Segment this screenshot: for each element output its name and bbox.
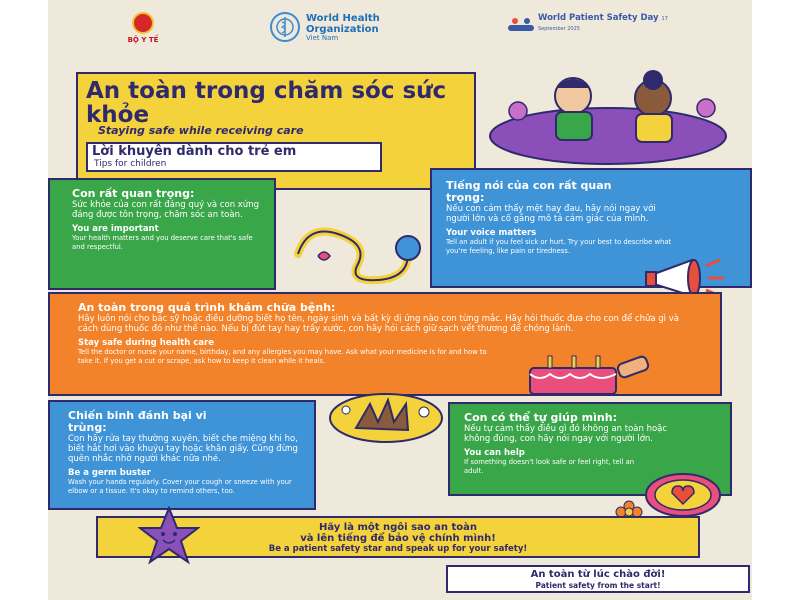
who-logo (270, 12, 440, 44)
important-heading-en: You are important (72, 224, 159, 234)
wpsd-logo (508, 13, 678, 45)
tips-subheading: Tips for children (94, 159, 167, 169)
help-body-vi: Nếu tự cảm thấy điều gì đó không an toàn hoặc không đúng, con hãy nói ngay với người lớn. (464, 424, 668, 444)
moh-label: BỘ Y TẾ (127, 36, 159, 44)
important-body-vi: Sức khỏe của con rất đáng quý và con xứng đáng được tôn trọng, chăm sóc an toàn. (72, 200, 259, 220)
section-germs (48, 400, 316, 510)
who-emblem-icon (270, 12, 300, 42)
wpsd-name (538, 14, 678, 34)
who-name: World Health Organization (306, 13, 380, 35)
wpsd-logo-icon (508, 17, 534, 35)
voice-heading-vi: Tiếng nói của con rất quan trọng: (446, 179, 612, 204)
wpsd-name-text: World Patient Safety Day (538, 13, 659, 23)
tips-heading: Lời khuyên dành cho trẻ em (92, 144, 297, 159)
checkup-heading-vi: An toàn trong quá trình khám chữa bệnh: (78, 301, 336, 314)
voice-body-vi: Nếu con cảm thấy mệt hay đau, hãy nói ngay với người lớn và cố gắng mô tả cảm giác của mình. (446, 204, 656, 224)
moh-emblem-icon (132, 12, 154, 34)
germs-heading-en: Be a germ buster (68, 468, 151, 478)
poster (48, 0, 752, 600)
voice-body-en: Tell an adult if you feel sick or hurt. Try your best to describe what you're feeling, like pain or tiredness. (446, 238, 672, 255)
start-line-vi: An toàn từ lúc chào đời! (530, 569, 666, 580)
help-heading-en: You can help (464, 448, 525, 458)
birthday-cake-icon (522, 350, 652, 396)
page-title: An toàn trong chăm sóc sức khỏe (86, 78, 447, 128)
who-country: Viet Nam (306, 34, 339, 42)
germs-body-vi: Con hãy rửa tay thường xuyên, biết che miệng khi ho, biết hắt hơi vào khuỷu tay hoặc khăn giấy. Cũng đừng quên nhắc nhở người khác nữa nhé. (68, 434, 298, 464)
help-heading-vi: Con có thể tự giúp mình: (464, 411, 617, 424)
important-body-en: Your health matters and you deserve care that's safe and respectful. (72, 234, 253, 251)
start-box (446, 565, 750, 593)
wpsd-date: 17 September 2025 (538, 16, 668, 32)
logo-row (48, 0, 752, 50)
germs-heading-vi: Chiến binh đánh bại vi trùng: (68, 409, 207, 434)
page-subtitle: Staying safe while receiving care (98, 124, 304, 137)
germs-body-en: Wash your hands regularly. Cover your cough or sneeze with your elbow or a tissue. It's okay to remind others, too. (68, 478, 292, 495)
moh-logo (126, 12, 160, 44)
section-important (48, 178, 276, 290)
washing-hands-icon (326, 392, 446, 444)
checkup-heading-en: Stay safe during health care (78, 338, 214, 348)
important-heading-vi: Con rất quan trọng: (72, 187, 195, 200)
star-line-en: Be a patient safety star and speak up for your safety! (268, 544, 528, 554)
help-body-en: If something doesn't look safe or feel right, tell an adult. (464, 458, 635, 475)
start-line-en: Patient safety from the start! (535, 581, 661, 590)
star-line-1: Hãy là một ngôi sao an toàn (319, 522, 477, 533)
heart-badge-icon (644, 472, 722, 518)
voice-heading-en: Your voice matters (446, 228, 537, 238)
children-illustration (488, 66, 728, 166)
star-character-icon (138, 506, 200, 566)
star-line-2: và lên tiếng để bảo vệ chính mình! (300, 533, 496, 544)
stethoscope-icon (288, 214, 428, 288)
checkup-body-vi: Hãy luôn nói cho bác sỹ hoặc điều dưỡng biết họ tên, ngày sinh và bất kỳ dị ứng nào con từng mắc. Hãy hỏi thuốc đưa cho con để chữa gì và cách dùng thuốc đó như thế nào. Nếu bị đứt tay hay trầy xước, con hãy hỏi cách giữ sạch vết thương để chóng lành. (78, 314, 679, 334)
checkup-body-en: Tell the doctor or nurse your name, birthday, and any allergies you may have. Ask what your medicine is for and how to take it. If you get a cut or scrape, ask how to keep it clean while it heals. (78, 348, 487, 365)
